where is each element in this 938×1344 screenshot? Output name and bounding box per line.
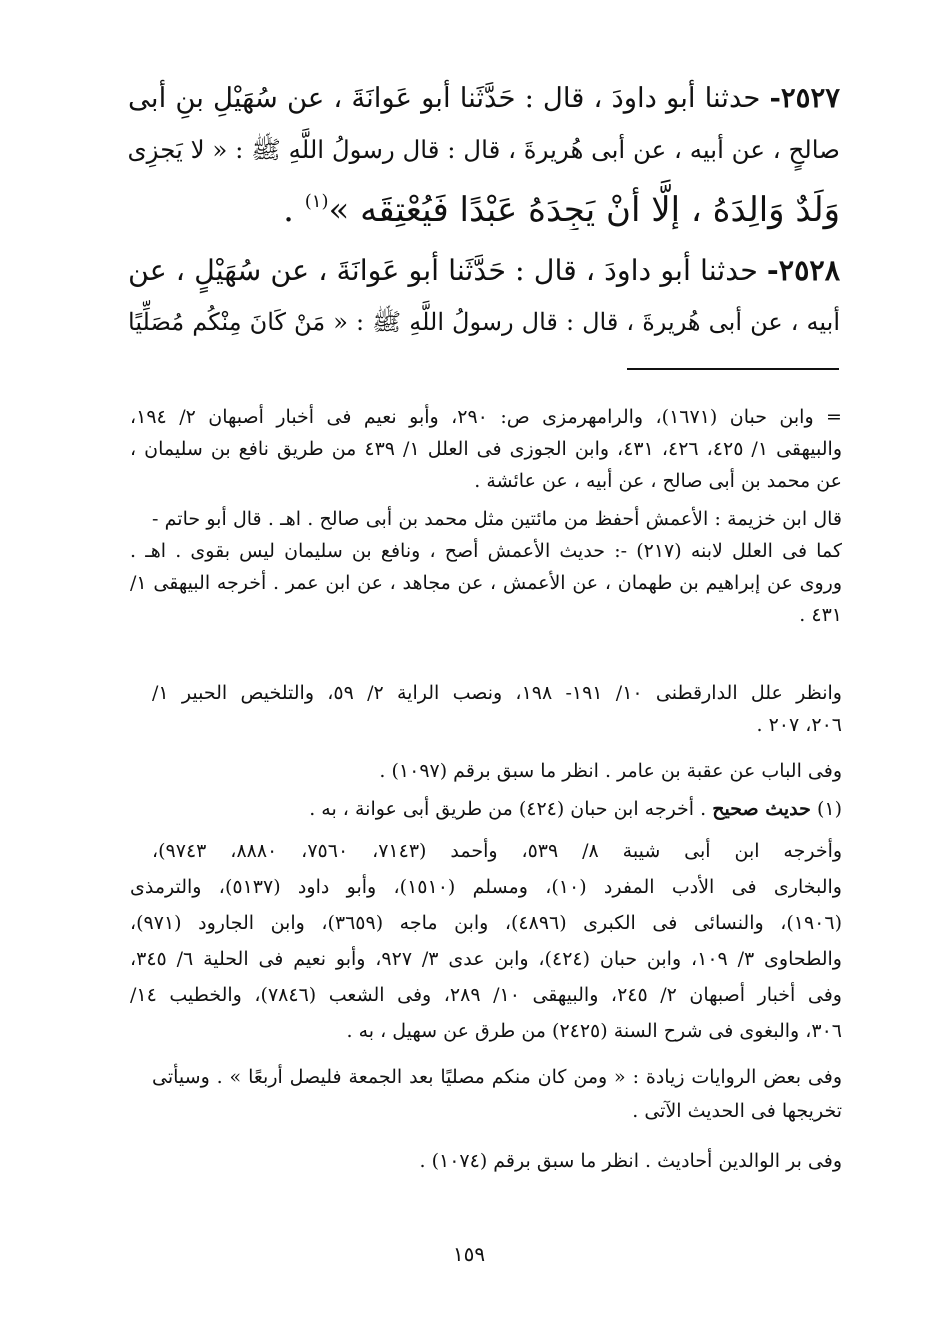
hadith-2527-line-2: صالحٍ ، عن أبيه ، عن أبى هُريرةَ ، قال : قال رسولُ اللَّهِ ﷺ : « لا يَجزِى bbox=[128, 135, 840, 164]
hadith-2527-text-1: حدثنا أبو داودَ ، قال : حَدَّثَنا أبو عَوانَةَ ، عن سُهَيْلِ بنِ أبى bbox=[128, 82, 761, 114]
footnote-ibn-khuzayma-line-3: وروى عن إبراهيم بن طهمان ، عن الأعمش ، عن مجاهد ، عن ابن عمر . أخرجه البيهقى ١/ bbox=[130, 572, 842, 594]
hadith-2527-text-3: وَلَدٌ وَالِدَهُ ، إلَّا أنْ يَجِدَهُ عَبْدًا فَيُعْتِقَه » bbox=[328, 190, 840, 230]
footnote-riwayat-line-1: وفى بعض الروايات زيادة : « ومن كان منكم مصليًا بعد الجمعة فليصل أربعًا » . وسيأتى bbox=[152, 1066, 842, 1088]
hadith-2527-line-3 bbox=[128, 176, 840, 230]
footnote-ibn-khuzayma-line-4: ٤٣١ . bbox=[799, 604, 842, 626]
footnote-cont-line-1: = وابن حبان (١٦٧١)، والرامهرمزى ص: ٢٩٠، وأبو نعيم فى أخبار أصبهان ٢/ ١٩٤، bbox=[130, 406, 842, 428]
hadith-2527-number: ٢٥٢٧- bbox=[769, 82, 840, 114]
footnote-takhrij-line-3: (١٩٠٦)، والنسائى فى الكبرى (٤٨٩٦)، وابن ماجه (٣٦٥٩)، وابن الجارود (٩٧١)، bbox=[130, 912, 842, 934]
footnote-ibn-khuzayma-line-2: كما فى العلل لابنه (٢١٧) -: حديث الأعمش أصح ، ونافع بن سليمان ليس بقوى . اهـ . bbox=[130, 540, 842, 562]
footnote-takhrij-line-5: وفى أخبار أصبهان ٢/ ٢٤٥، والبيهقى ١٠/ ٢٨٩، وفى الشعب (٧٨٤٦)، والخطيب ١٤/ bbox=[130, 984, 842, 1006]
footnote-bab-line: وفى الباب عن عقبة بن عامر . انظر ما سبق برقم (١٠٩٧) . bbox=[379, 760, 842, 782]
footnote-1-text: . أخرجه ابن حبان (٤٢٤) من طريق أبى عوانة ، به . bbox=[309, 798, 713, 820]
footnote-cont-line-3: عن محمد بن أبى صالح ، عن أبيه ، عن عائشة . bbox=[474, 470, 842, 492]
footnote-takhrij-line-4: والطحاوى ٣/ ١٠٩، وابن حبان (٤٢٤)، وابن عدى ٣/ ٩٢٧، وأبو نعيم فى الحلية ٦/ ٣٤٥، bbox=[130, 948, 842, 970]
hadith-2528-number: ٢٥٢٨- bbox=[766, 253, 840, 287]
footnote-1-grade: حديث صحيح bbox=[712, 798, 811, 820]
hadith-2527-line-3-end: . bbox=[283, 190, 305, 230]
hadith-2528-text-1: حدثنا أبو داودَ ، قال : حَدَّثَنا أبو عَوانَةَ ، عن سُهَيْلٍ ، عن bbox=[128, 254, 758, 287]
footnote-ibn-khuzayma-line-1: قال ابن خزيمة : الأعمش أحفظ من مائتين مثل محمد بن أبى صالح . اهـ . قال أبو حاتم - bbox=[152, 508, 842, 530]
hadith-2527-line-1 bbox=[128, 72, 840, 126]
footnote-takhrij-line-2: والبخارى فى الأدب المفرد (١٠)، ومسلم (١٥١٠)، وأبو داود (٥١٣٧)، والترمذى bbox=[130, 876, 842, 898]
footnote-1-line bbox=[130, 794, 842, 826]
footnote-takhrij-line-1: وأخرجه ابن أبى شيبة ٨/ ٥٣٩، وأحمد (٧١٤٣، ٧٥٦٠، ٨٨٨٠، ٩٧٤٣)، bbox=[152, 840, 842, 862]
footnote-daraqutni-line-2: ٢٠٦، ٢٠٧ . bbox=[756, 714, 842, 736]
footnote-1-number: (١) bbox=[816, 798, 842, 820]
footnote-separator bbox=[627, 368, 839, 370]
footnote-ref-1: (١) bbox=[304, 191, 329, 212]
page-number: ١٥٩ bbox=[452, 1242, 486, 1266]
footnote-daraqutni-line-1: وانظر علل الدارقطنى ١٠/ ١٩١- ١٩٨، ونصب الراية ٢/ ٥٩، والتلخيص الحبير ١/ bbox=[152, 682, 842, 704]
hadith-2528-line-1 bbox=[128, 244, 840, 298]
footnote-cont-line-2: والبيهقى ١/ ٤٢٥، ٤٢٦، ٤٣١، وابن الجوزى فى العلل ١/ ٤٣٩ من طريق نافع بن سليمان ، bbox=[130, 438, 842, 460]
footnote-birr-line: وفى بر الوالدين أحاديث . انظر ما سبق برقم (١٠٧٤) . bbox=[419, 1150, 842, 1172]
footnote-riwayat-line-2: تخريجها فى الحديث الآتى . bbox=[632, 1100, 842, 1122]
footnote-takhrij-line-6: ٣٠٦، والبغوى فى شرح السنة (٢٤٢٥) من طرق عن سهيل ، به . bbox=[346, 1020, 842, 1042]
hadith-2528-line-2: أبيه ، عن أبى هُريرةَ ، قال : قال رسولُ اللَّهِ ﷺ : « مَنْ كَانَ مِنْكُم مُصَلِّيًا bbox=[128, 308, 840, 336]
